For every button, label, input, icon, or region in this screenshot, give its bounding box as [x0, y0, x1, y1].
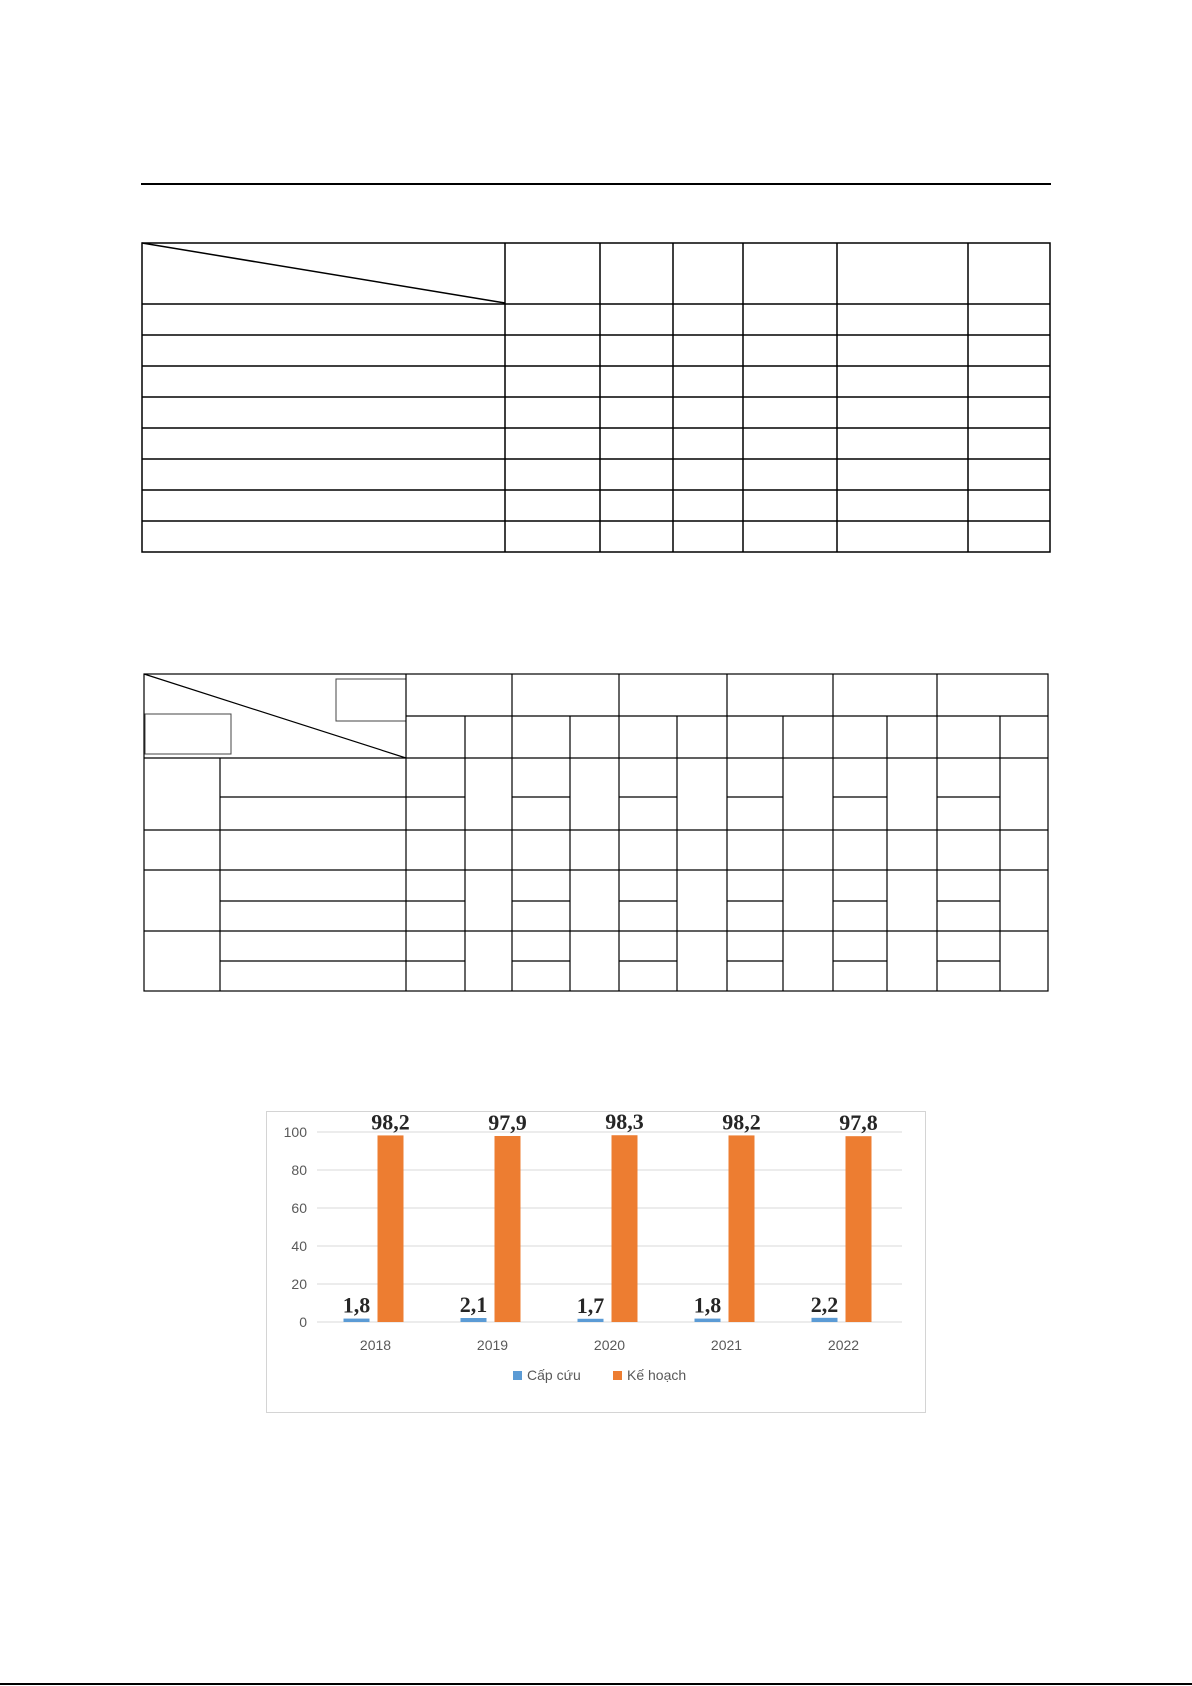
data-label: 98,2: [722, 1112, 761, 1135]
y-tick-label: 100: [283, 1124, 307, 1140]
bar-ke-hoach: [729, 1135, 755, 1322]
footer-rule: [0, 1683, 1192, 1685]
x-tick-label: 2018: [359, 1337, 392, 1353]
data-label: 2,1: [459, 1292, 488, 1318]
bar-chart: [266, 1111, 926, 1413]
table-2-border: [144, 674, 1048, 991]
data-label: 1,8: [693, 1292, 722, 1318]
bar-cap-cuu: [695, 1319, 721, 1322]
bar-chart-svg: [267, 1112, 925, 1412]
bar-cap-cuu: [812, 1318, 838, 1322]
y-tick-label: 40: [291, 1238, 307, 1254]
x-tick-label: 2019: [476, 1337, 509, 1353]
legend-swatch: [513, 1371, 522, 1380]
legend-label: Cấp cứu: [527, 1367, 581, 1383]
data-label: 1,7: [576, 1292, 605, 1318]
y-tick-label: 0: [299, 1314, 307, 1330]
data-label: 97,8: [839, 1112, 878, 1136]
y-tick-label: 80: [291, 1162, 307, 1178]
table-2-diagonal: [144, 674, 406, 758]
data-label: 97,9: [488, 1112, 527, 1135]
y-tick-label: 60: [291, 1200, 307, 1216]
bar-ke-hoach: [846, 1136, 872, 1322]
legend-label: Kế hoạch: [627, 1367, 687, 1383]
bar-cap-cuu: [461, 1318, 487, 1322]
data-label: 98,2: [371, 1112, 410, 1135]
x-tick-label: 2022: [827, 1337, 860, 1353]
x-tick-label: 2021: [710, 1337, 743, 1353]
bar-cap-cuu: [344, 1319, 370, 1322]
y-tick-label: 20: [291, 1276, 307, 1292]
x-tick-label: 2020: [593, 1337, 626, 1353]
data-label: 2,2: [810, 1291, 839, 1317]
bar-ke-hoach: [495, 1136, 521, 1322]
bar-ke-hoach: [612, 1135, 638, 1322]
bar-cap-cuu: [578, 1319, 604, 1322]
legend-swatch: [613, 1371, 622, 1380]
data-label: 98,3: [605, 1112, 644, 1135]
bar-ke-hoach: [378, 1135, 404, 1322]
data-label: 1,8: [342, 1292, 371, 1318]
